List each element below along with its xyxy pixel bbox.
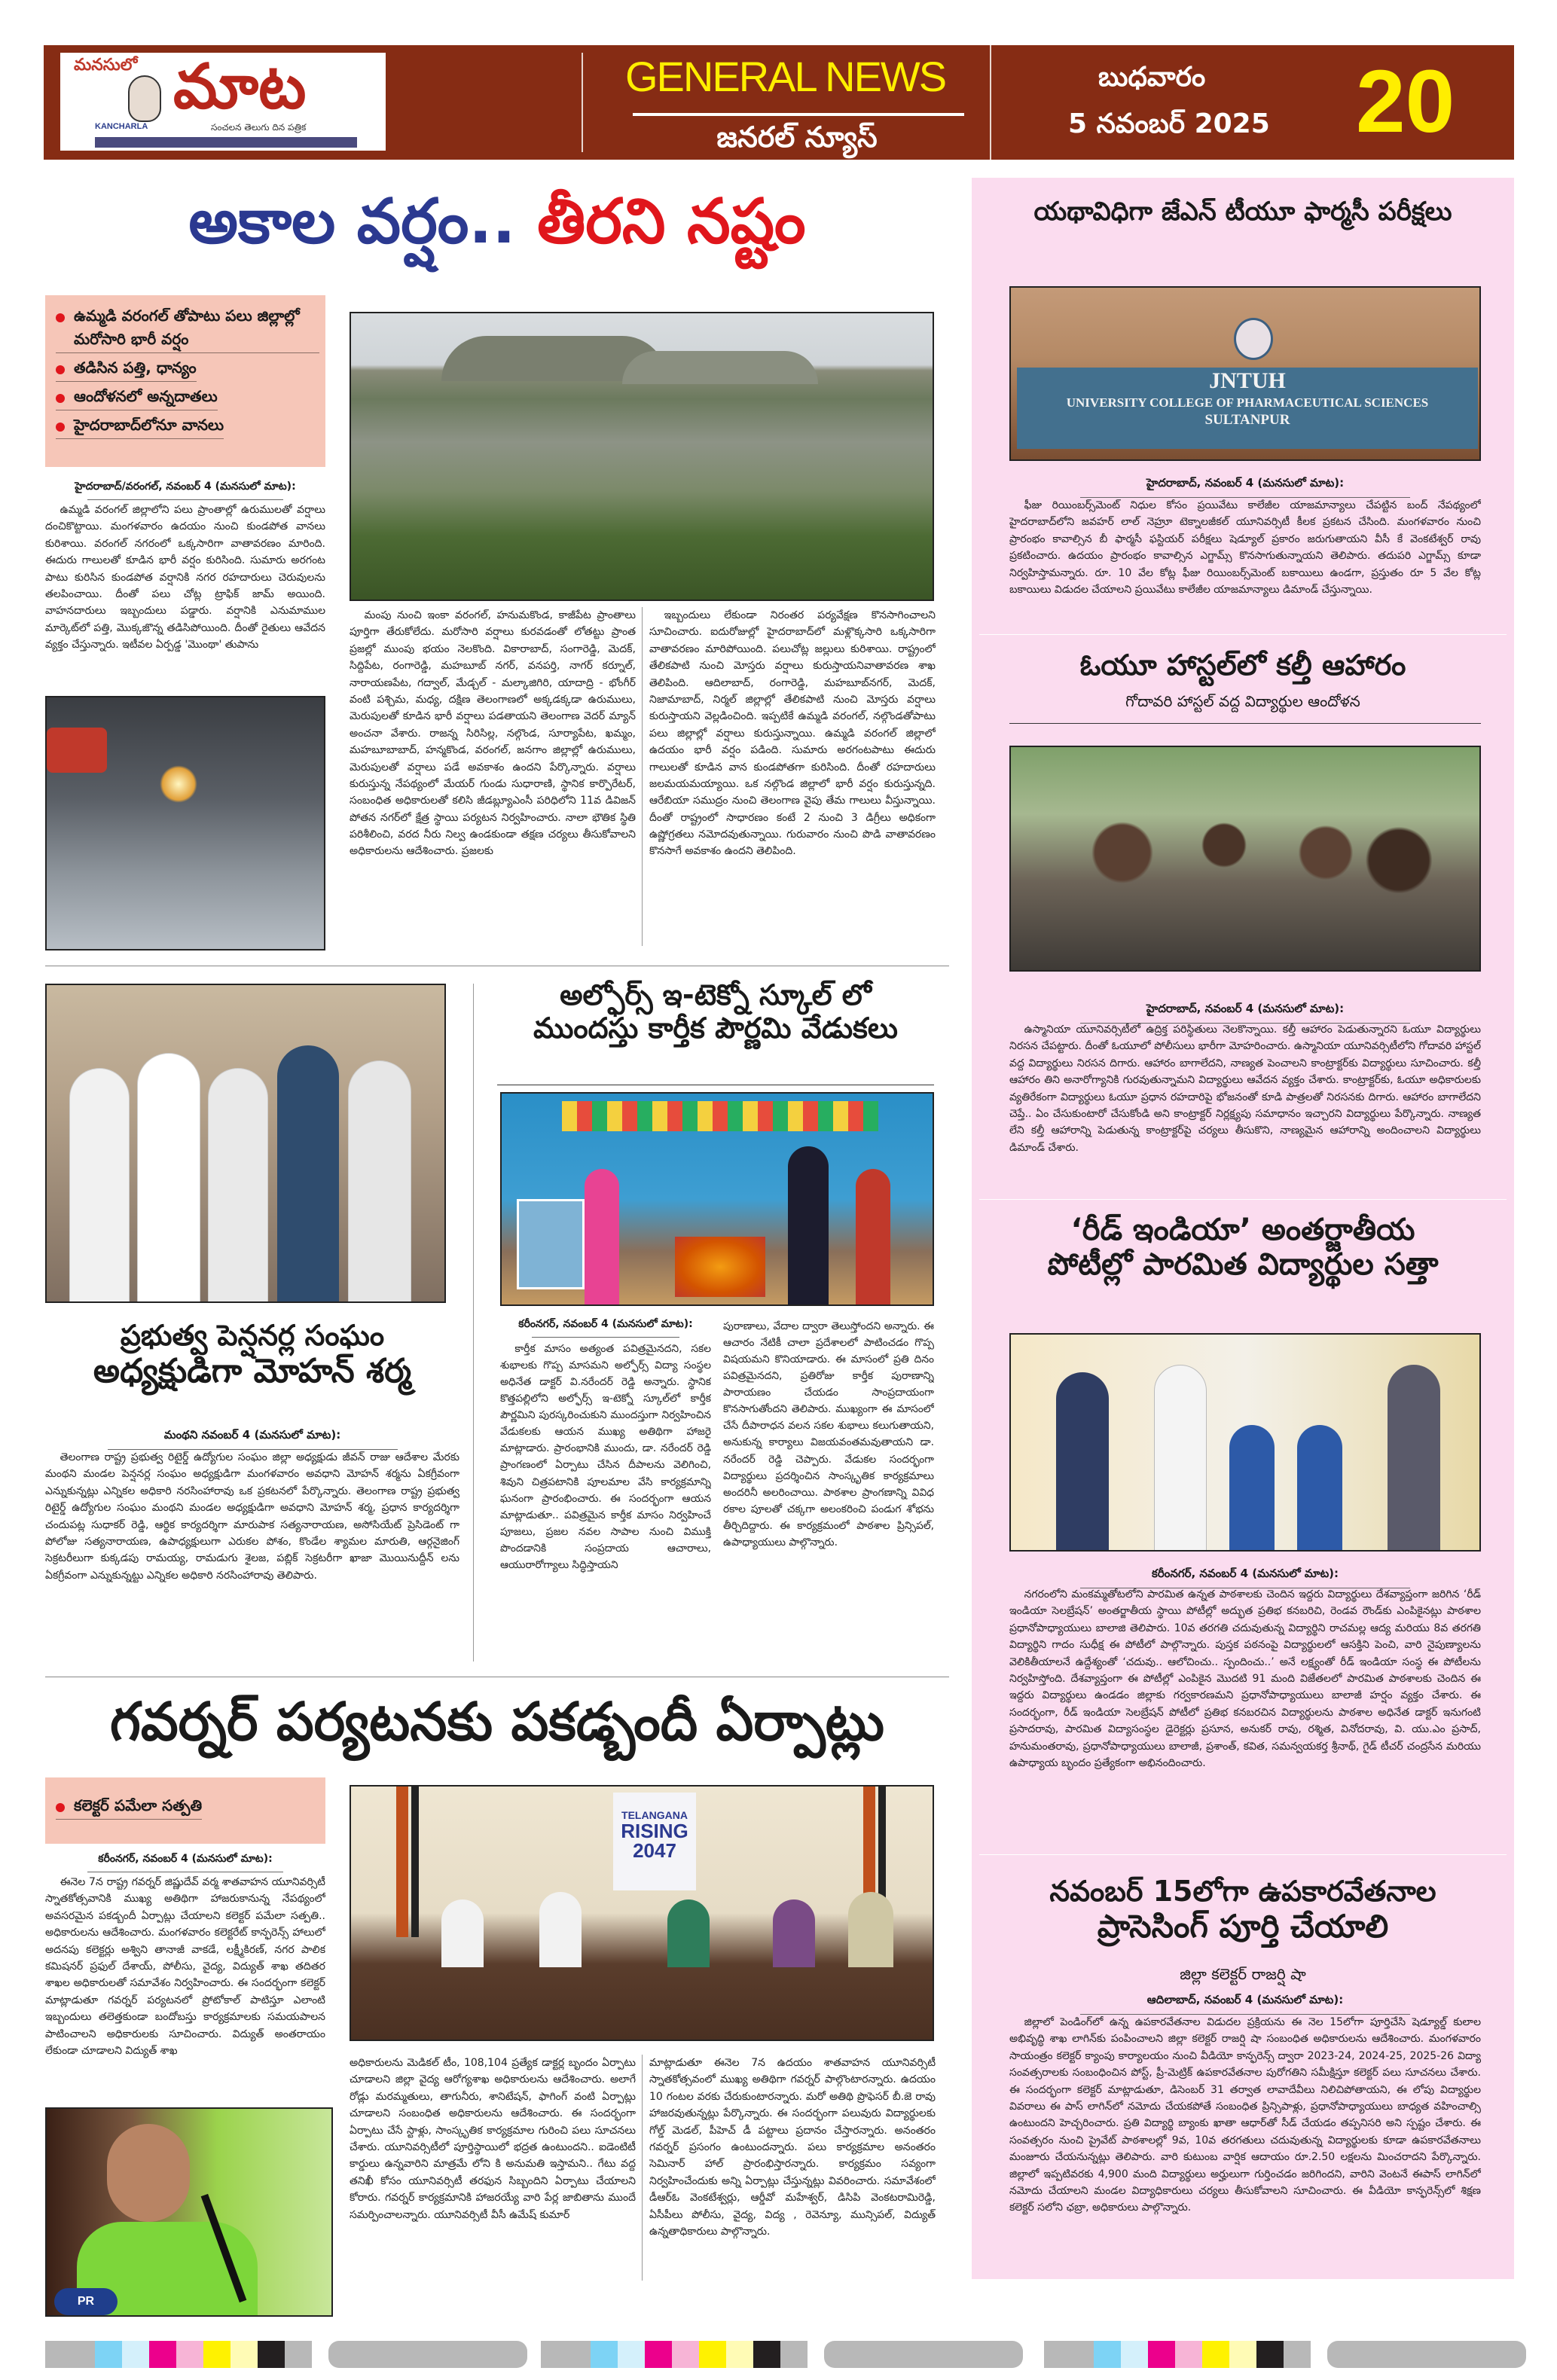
rain-headline-part1: అకాల వర్షం.. <box>188 186 516 258</box>
pensioners-headline-line1: ప్రభుత్వ పెన్షనర్ల సంఘం <box>120 1319 385 1352</box>
jntu-headline: యథావిధిగా జేఎన్ టీయూ ఫార్మసీ పరీక్షలు <box>1033 197 1452 227</box>
flooded-field-photo <box>350 312 934 601</box>
highlight-item <box>56 385 218 410</box>
rangoli <box>675 1237 765 1297</box>
bullet-icon <box>56 394 65 403</box>
official <box>848 1892 893 1967</box>
governor-body-col2: అధికారులను మెడికల్ టీం, 108,104 ప్రత్యేక డాక్టర్ల బృందం ఏర్పాటు చూడాలని జిల్లా వైద్య ఆరోగ్యశాఖ అధికారులను ఆదేశించారు. అలాగే రోడ్లు మరమ్మతులు, తాగునీరు, శానిటేషన్, ఫాగింగ్ వంటి ఏర్పాట్లు చూడాలని సంబంధిత అధికారులను ఆదేశించారు. ఈ సందర్భంగా ఏర్పాటు చేసే స్టాళ్లు, సాంస్కృతిక కార్యక్రమాల గురించి పలు సూచనలు చేశారు. యూనివర్సిటీలో పూర్తిస్థాయిలో భద్రత ఉంటుందని.. ఐడెంటిటీ కార్డులు ఉన్నవారిని మాత్రమే లోని కి అనుమతి ఇస్తామని.. గేటు వద్ద తనిఖీ కోసం యూనివర్సిటీ తరఫున సిబ్బందిని ఏర్పాటు చేయాలని కోరారు. గవర్నర్ కార్యక్రమానికి హాజరయ్యే వారి పేర్ల జాబితాను ముందే సమర్పించాలన్నారు. యూనివర్సిటీ వీసీ ఉమేష్ కుమార్ <box>350 2057 636 2221</box>
color-swatch <box>258 2341 285 2368</box>
official <box>441 1899 484 1967</box>
section-divider <box>979 634 1507 635</box>
car-shape <box>47 728 107 773</box>
pensioners-body: తెలంగాణ రాష్ట్ర ప్రభుత్వ రిటైర్డ్ ఉద్యోగుల సంఘం జిల్లా అధ్యక్షుడు జీవన్ రాజు ఆదేశాల మేరకు మంథని మండల పెన్షనర్ల సంఘం అధ్యక్షుడిగా మంగళవారం అవధాని మోహన్ శర్మను ఏకగ్రీవంగా ఎన్నుకున్నట్లు ఎన్నికల అధికారి నరసింహారావు ఒక ప్రకటనలో పేర్కొన్నారు. తెలంగాణ రాష్ట్ర ప్రభుత్వ రిటైర్డ్ ఉద్యోగుల సంఘం మంథని మండల అధ్యక్షుడిగా అవధాని మోహన్ శర్మ, ప్రధాన కార్యదర్శిగా చందుపట్ల సుధాకర్ రెడ్డి, ఆర్థిక కార్యదర్శిగా మారుపాక సత్యనారాయణ, అసోసియేట్ ప్రెసిడెంట్ గా పోలోజు సత్యనారాయణ, ఉపాధ్యక్షులుగా ఎరుకల పోశం, కొండేల శ్యామల మారుతి, ఆర్గనైజింగ్ సెక్రటరీలుగా కుక్కడపు రామయ్య, రామడుగు శైలజ, పబ్లిక్ సెక్రటరీగా ఖాజా మొయినుద్దీన్ లను ఏకగ్రీవంగా ఎన్నుకున్నట్టు ఎన్నికల అధికారి నరసింహారావు తెలిపారు. <box>45 1451 459 1582</box>
student <box>585 1169 619 1306</box>
color-swatch <box>726 2341 753 2368</box>
color-swatch <box>285 2341 312 2368</box>
jntu-body: ఫీజు రియింబర్స్‌మెంట్ నిధుల కోసం ప్రయివేటు కాలేజీల యాజమాన్యాలు చేపట్టిన బంద్ నేపథ్యంలో హైదరాబాద్‌లోని జవహర్ లాల్ నెహ్రూ టెక్నాలజీకల్ యూనివర్సిటీ కీలక ప్రకటన చేసింది. మంగళవారం నుంచి ప్రారంభం కావాల్సిన బీ ఫార్మసీ ఫస్టియర్ పరీక్షలు షెడ్యూల్ ప్రకారం జరుగుతాయని వీసీ కే వెంకటేశ్వర్ రావు ప్రకటించారు. ఉదయం ప్రారంభం కావాల్సిన ఎగ్జామ్స్ కొనసాగుతున్నాయని తెలిపారు. తదుపరి ఎగ్జామ్స్ కూడా నిర్వహిస్తామన్నారు. రూ. 10 వేల కోట్ల ఫీజు రియింబర్స్‌మెంట్ బకాయిలు ఉండగా, ప్రస్తుతం రూ 5 వేల కోట్ల బకాయిలు విడుదల చేయాలని ప్రయివేటు కాలేజీల యాజమాన్యాలు డిమాండ్ చేస్తున్నాయి. <box>1009 499 1481 596</box>
alphores-headline-line1: అల్ఫోర్స్ ఇ-టెక్నో స్కూల్ లో <box>560 978 872 1012</box>
bullet-icon <box>56 1803 65 1812</box>
collector-face <box>107 2124 190 2222</box>
student <box>1297 1425 1342 1552</box>
pensioners-headline <box>45 1320 459 1390</box>
person <box>69 1068 130 1303</box>
highlight-text: కలెక్టర్ పమేలా సత్పతి <box>74 1796 203 1814</box>
color-swatch <box>45 2341 95 2368</box>
college-signboard <box>1017 368 1478 449</box>
section-title-rule <box>633 113 964 116</box>
masthead <box>44 45 1514 160</box>
color-swatch <box>149 2341 176 2368</box>
governor-body-col3: మాట్లాడుతూ ఈనెల 7న ఉదయం శాతవాహన యూనివర్సిటీ స్నాతకోత్సవంలో ముఖ్య అతిథిగా గవర్నర్ పాల్గొంటారన్నారు. ఉదయం 10 గంటల వరకు చేరుకుంటారన్నారు. మరో అతిథి ప్రొఫెసర్ బీ.జె రావు హాజరవుతున్నట్లు పేర్కొన్నారు. ఈ సందర్భంగా పలువురు విద్యార్థులకు గోల్డ్ మెడల్, పీహెచ్ డీ పట్టాలు ప్రదానం చేస్తారన్నారు. అనంతరం గవర్నర్ ప్రసంగం ఉంటుందన్నారు. పలు కార్యక్రమాల అనంతరం సెమినార్ హాల్ ప్రారంభిస్తారన్నారు. కార్యక్రమం సవ్యంగా నిర్వహించేందుకు అన్ని ఏర్పాట్లు చేస్తున్నట్లు వివరించారు. సమావేశంలో డీఆర్ఓ వెంకటేశ్వర్లు, ఆర్డీవో మహేశ్వర్, డిసిపి వెంకటరామిరెడ్డి, ఏసీపీలు పోలీసు, వైద్య, విద్య , రెవెన్యూ, మున్సిపల్, విద్యుత్ ఉన్నతాధికారులు పాల్గొన్నారు. <box>649 2057 936 2238</box>
issue-day: బుధవారం <box>1098 62 1206 93</box>
color-swatch <box>1256 2341 1284 2368</box>
color-swatch <box>591 2341 618 2368</box>
banner-line-3: 2047 <box>633 1839 676 1862</box>
person <box>277 1045 339 1303</box>
person <box>348 1060 411 1303</box>
alphores-dateline: కరీంనగర్, నవంబర్ 4 (మనసులో మాట): <box>500 1318 711 1338</box>
readindia-headline <box>979 1213 1507 1282</box>
pensioners-group-photo <box>45 984 446 1303</box>
color-swatch <box>541 2341 591 2368</box>
readindia-dateline: కరీంనగర్, నవంబర్ 4 (మనసులో మాట): <box>1009 1567 1481 1588</box>
subhead-rule <box>1009 723 1481 724</box>
color-swatch <box>753 2341 780 2368</box>
color-swatch <box>645 2341 672 2368</box>
highlight-item <box>56 304 319 353</box>
newspaper-logo <box>60 50 386 151</box>
color-swatch <box>672 2341 699 2368</box>
ou-headline: ఓయూ హాస్టల్‌లో కల్తీ ఆహారం <box>1079 648 1406 682</box>
logo-brand: KANCHARLA <box>95 122 148 131</box>
logo-small-text: మనసులో <box>74 56 138 75</box>
scholarship-subhead: జిల్లా కలెక్టర్ రాజర్షి షా <box>1180 1965 1306 1983</box>
official <box>667 1899 710 1967</box>
person <box>1154 1365 1207 1552</box>
telangana-rising-banner <box>613 1793 696 1890</box>
scholarship-headline-line1: నవంబర్ 15లోగా ఉపకారవేతనాల <box>1049 1875 1436 1908</box>
person <box>137 1053 200 1303</box>
color-swatch <box>95 2341 122 2368</box>
rain-headline-part2: తీరని నష్టం <box>537 186 806 258</box>
ou-dateline: హైదరాబాద్, నవంబర్ 4 (మనసులో మాట): <box>1009 1002 1481 1024</box>
gray-pill-swatch <box>824 2341 1023 2368</box>
sign-line-3: SULTANPUR <box>1204 412 1290 429</box>
color-swatch <box>1202 2341 1229 2368</box>
section-divider <box>979 1199 1507 1200</box>
decor-flags <box>562 1101 878 1131</box>
color-swatch <box>1229 2341 1256 2368</box>
pillar <box>411 1787 419 1937</box>
highlight-item <box>56 413 224 439</box>
color-swatch <box>1175 2341 1202 2368</box>
scholarship-dateline: ఆదిలాబాద్, నవంబర్ 4 (మనసులో మాట): <box>1009 1993 1481 2015</box>
alphores-body-col2: పురాణాలు, వేదాల ద్వారా తెలుస్తోందని అన్నారు. ఈ ఆచారం నేటికీ చాలా ప్రదేశాలలో పాటించడం గొప్ప విషయమని కొనియాడారు. ఈ మాసంలో ప్రతి దినం పవిత్రమైనదని, ప్రతిరోజు కార్తీక పురాణాన్ని పారాయణం చేయడం సాంప్రదాయంగా కొనసాగుతోందని తెలిపారు. ముఖ్యంగా ఈ మాసంలో చేసే దీపారాధన వలన సకల శుభాలు కలుగుతాయని, అనుకున్న కార్యాలు విజయవంతమవుతాయని డా. నరేందర్ రెడ్డి చెప్పారు. వేడుకల సందర్భంగా విద్యార్థులు ప్రదర్శించిన సాంస్కృతిక కార్యక్రమాలు అందరినీ అలరించాయి. పాఠశాల ప్రాంగణాన్ని వివిధ రకాల పూలతో చక్కగా అలంకరించి పండుగ శోభను తీర్చిదిద్దారు. ఈ కార్యక్రమంలో పాఠశాల ప్రిన్సిపల్, ఉపాధ్యాయులు పాల్గొన్నారు. <box>723 1320 934 1549</box>
logo-tagline: సంచలన తెలుగు దిన పత్రిక <box>211 122 307 133</box>
highlight-text: తడిసిన పత్తి, ధాన్యం <box>74 359 197 377</box>
readindia-award-photo <box>1009 1333 1481 1552</box>
gray-pill-swatch <box>1327 2341 1526 2368</box>
sign-line-1: JNTUH <box>1209 368 1286 393</box>
highlight-text: ఉమ్మడి వరంగల్ తోపాటు పలు జిల్లాల్లో మరోసారి భారీ వర్షం <box>74 307 300 348</box>
masthead-divider <box>990 45 991 160</box>
gray-pill-swatch <box>328 2341 527 2368</box>
section-title-english: GENERAL NEWS <box>625 53 946 100</box>
color-swatch <box>780 2341 808 2368</box>
crowd <box>1041 807 1448 958</box>
color-bar-group <box>45 2341 312 2368</box>
readindia-body: నగరంలోని మంకమ్మతోటలోని పారమిత ఉన్నత పాఠశాలకు చెందిన ఇద్దరు విద్యార్థులు దేశవ్యాప్తంగా జరిగిన ‘రీడ్ ఇండియా సెలబ్రేషన్’ అంతర్జాతీయ స్థాయి పోటీల్లో అద్భుత ప్రతిభ కనబరిచి, రెండవ రౌండ్‌కు ఎంపికైనట్లు పాఠశాల ప్రధానోపాధ్యాయులు బాలాజి తెలిపారు. 10వ తరగతి చదువుతున్న విద్యార్థిని రాచమల్ల ఆద్య మరియు 8వ తరగతి విద్యార్థిని గాదం సుధీక్ష ఈ పోటీలో పాల్గొన్నారు. పుస్తక పఠనంపై విద్యార్థులలో ఆసక్తిని పెంచి, వారి నైపుణ్యాలను వెలికితీయాలనే ఉద్దేశ్యంతో ‘చదువు.. ఆలోచించు.. స్పందించు..’ అనే లక్ష్యంతో రీడ్ ఇండియా సంస్థ ఈ పోటీలను నిర్వహిస్తోంది. దేశవ్యాప్తంగా ఈ పోటీల్లో ఎంపికైన మొదటి 91 మంది విజేతలలో పారమిత పాఠశాలకు చెందిన ఈ ఇద్దరు విద్యార్థులు ఉండడం జిల్లాకు గర్వకారణమని ప్రధానోపాధ్యాయులు బాలాజీ హర్షం వ్యక్తం చేశారు. ఈ సందర్భంగా, రీడ్ ఇండియా సెలబ్రేషన్ పోటీలో ప్రతిభ కనబరచిన విద్యార్థులను పాఠశాల అధినేత డాక్టర్ ఇనుగంటి ప్రసాదరావు, పారమిత విద్యాసంస్థల డైరెక్టర్లు ప్రసూన, అనుకర్ రావు, రశ్మిత, వినోదరావు, వి. యు.ఎం ప్రసాద్, హనుమంతరావు, ప్రధానోపాధ్యాయులు బాలాజీ, ప్రశాంత్, కవిత, సమన్వయకర్త శ్రీనాథ్, గైడ్ టీచర్ చంద్రసేన మరియు ఉపాధ్యాయ బృందం ప్రత్యేకంగా అభినందించారు. <box>1009 1588 1481 1769</box>
alphores-body-col1: కార్తీక మాసం అత్యంత పవిత్రమైనదని, సకల శుభాలకు గొప్ప మాసమని అల్ఫోర్స్ విద్యా సంస్థల అధినేత డాక్టర్ వి.నరేందర్ రెడ్డి అన్నారు. స్థానిక కొత్తపల్లిలోని అల్ఫోర్స్ ఇ-టెక్నో స్కూల్‌లో కార్తీక పౌర్ణమిని పురస్కరించుకుని ముందస్తుగా నిర్వహించిన వేడుకలకు ఆయన ముఖ్య అతిథిగా హాజరై మాట్లాడారు. ప్రారంభానికి ముందు, డా. నరేందర్ రెడ్డి ప్రాంగణంలో ఏర్పాటు చేసిన దీపాలను వెలిగించి, శివుని చిత్రపటానికి పూలమాల వేసి కార్యక్రమాన్ని ఘనంగా ప్రారంభించారు. ఈ సందర్భంగా ఆయన మాట్లాడుతూ.. పవిత్రమైన కార్తీక మాసం నిర్వహించే పూజలు, ప్రజల నవల సాపాల నుంచి విముక్తి పొందడానికి సంప్రదాయ ఆచారాలు, ఆయురారోగ్యాలు సిద్ధిస్తాయని <box>500 1343 711 1571</box>
color-swatch <box>122 2341 149 2368</box>
color-swatch <box>1148 2341 1175 2368</box>
column-divider <box>473 984 474 1661</box>
bullet-icon <box>56 423 65 432</box>
jntu-building-photo <box>1009 286 1481 461</box>
ou-protest-photo <box>1009 746 1481 972</box>
readindia-headline-line2: పోటీల్లో పారమిత విద్యార్థుల సత్తా <box>1047 1247 1439 1282</box>
governor-highlight-box <box>45 1777 325 1844</box>
official <box>773 1899 815 1967</box>
column-divider <box>642 607 643 946</box>
motorbike-headlight <box>160 765 197 803</box>
person <box>1388 1365 1440 1552</box>
governor-body-col1: ఈనెల 7న రాష్ట్ర గవర్నర్ జిష్ణుదేవ్ వర్మ శాతవాహన యూనివర్సిటీ స్నాతకోత్సవానికి ముఖ్య అతిథిగా హాజరుకానున్న నేపథ్యంలో అవసరమైన పకడ్బందీ ఏర్పాట్లు చేయాలని కలెక్టర్ పమేలా సత్పతి.. అధికారులను ఆదేశించారు. మంగళవారం కలెక్టరేట్ కాన్ఫరెన్స్ హాలులో అదనపు కలెక్టర్లు అశ్విని తానాజీ వాకడే, లక్ష్మీకిరణ్, నగర పాలిక కమిషనర్ ప్రఫుల్ దేశాయ్, పోలీసు, వైద్య, విద్యుత్ శాఖ తదితర శాఖల అధికారులతో సమావేశం నిర్వహించారు. ఈ సందర్భంగా కలెక్టర్ మాట్లాడుతూ గవర్నర్ పర్యటనలో ప్రోటోకాల్ పాటిస్తూ ఎలాంటి ఇబ్బందులు తలెత్తకుండా బందోబస్తు కార్యక్రమాలకు సమయపాలన పాటించాలని అధికారులకు సూచించారు. విద్యుత్ అంతరాయం లేకుండా చూడాలని విద్యుత్ శాఖ <box>45 1876 325 2057</box>
color-swatch <box>1121 2341 1148 2368</box>
rain-headline <box>45 188 949 256</box>
person <box>208 1068 268 1303</box>
color-swatch <box>699 2341 726 2368</box>
logo-portrait-icon <box>128 75 161 122</box>
color-swatch <box>618 2341 645 2368</box>
ou-body: ఉస్మానియా యూనివర్సిటీలో ఉద్రిక్త పరిస్థితులు నెలకొన్నాయి. కల్తీ ఆహారం పెడుతున్నారని ఓయూ విద్యార్థులు నిరసన చేపట్టారు. దీంతో ఓయూలో పోలీసులు భారీగా మోహరించారు. ఉస్మానియా యూనివర్సిటీలోని గోదావరి హాస్టల్ వద్ద విద్యార్థులు నిరసన దిగారు. ఆహారం బాగాలేదని, నాణ్యత పెంచాలని కాంట్రాక్టర్‌కు విద్యార్థులు సూచించారు. కల్తీ ఆహారం తిని అనారోగ్యానికి గురవుతున్నామని విద్యార్థులు ఆవేదన వ్యక్తం చేశారు. కాంట్రాక్టర్‌కు, ఓయూ అధికారులకు వ్యతిరేకంగా విద్యార్థులు ఓయూ ప్రధాన రహదారిపై భోజనంతో కూడి పాత్రలతో నిరసనకు దిగారు. ఆహారం బాగాలేదని చెప్తే.. ఏం చేసుకుంటారో చేసుకోండి అని కాంట్రాక్టర్ నిర్లక్ష్యపు సమాధానం ఇచ్చారని విద్యార్థులు పేర్కొన్నారు. నాణ్యత లేని కల్తీ ఆహారాన్ని పెడుతున్న కాంట్రాక్టర్‌పై చర్యలు తీసుకొని, నాణ్యమైన ఆహారాన్ని అందించాలని విద్యార్థులు డిమాండ్ చేశారు. <box>1009 1024 1481 1154</box>
section-title-telugu: జనరల్ న్యూస్ <box>716 121 878 154</box>
painting <box>517 1199 585 1289</box>
highlight-item <box>56 1794 202 1820</box>
college-emblem-icon <box>1234 318 1273 360</box>
scholarship-headline-line2: ప్రాసెసింగ్ పూర్తి చేయాలి <box>1097 1907 1389 1945</box>
alphores-headline <box>482 979 949 1045</box>
governor-meeting-photo <box>350 1785 934 2041</box>
pensioners-dateline: మంథని నవంబర్ 4 (మనసులో మాట): <box>45 1428 459 1450</box>
rain-body-col3: ఇబ్బందులు లేకుండా నిరంతర పర్యవేక్షణ కొనసాగించాలని సూచించారు. ఐదురోజుల్లో హైదరాబాద్‌లో మళ్లొక్కసారి ఒక్కసారిగా వాతావరణం మారిపోయింది. పలుచోట్ల జల్లులు కురిశాయి. రాష్ట్రంలో తేలికపాటి నుంచి మోస్తరు వర్షాలు కురుస్తాయనివాతావరణ శాఖ తెలిపింది. ఆదిలాబాద్, రంగారెడ్డి, మహబూబ్‌నగర్, మెదక్, నిజామాబాద్, నిర్మల్ జిల్లాల్లో తేలికపాటి నుంచి మోస్తరు వర్షాలు కురుస్తాయని వెల్లడించింది. ఇప్పటికే ఉమ్మడి వరంగల్, నల్గొండతోపాటు పలు జిల్లాల్లో వర్షాలు కురుస్తున్నాయి. ఉమ్మడి వరంగల్ జిల్లాలో ఉదయం భారీ వర్షం పడింది. సుమారు అరగంటపాటు ఈదురు గాలులతో కూడిన వాన కుండపోతగా కురిసింది. దీంతో రహదారులు జలమయమయ్యాయి. ఒక నల్గొండ జిల్లాలో భారీ వర్షం కురుస్తున్నది. ఆరేబియా సముద్రం నుంచి తెలంగాణ వైపు తేమ గాలులు వీస్తున్నాయి. దీంతో రాష్ట్రంలో సాధారణం కంటే 2 నుంచి 3 డిగ్రీలు అధికంగా ఉష్ణోగ్రతలు నమోదవుతున్నాయి. గురువారం నుంచి పొడి వాతావరణం కొనసాగే అవకాశం ఉందని తెలిపింది. <box>649 609 936 858</box>
alphores-celebration-photo <box>500 1092 934 1306</box>
banner-line-2: RISING <box>621 1820 688 1842</box>
section-divider <box>979 1854 1507 1855</box>
student <box>1229 1425 1275 1552</box>
sign-line-2: UNIVERSITY COLLEGE OF PHARMACEUTICAL SCIENCES <box>1066 395 1429 410</box>
governor-dateline: కరీంనగర్, నవంబర్ 4 (మనసులో మాట): <box>45 1853 325 1872</box>
bullet-icon <box>56 365 65 374</box>
rain-street-photo <box>45 696 325 950</box>
color-bar-group <box>1044 2341 1311 2368</box>
readindia-headline-line1: ‘రీడ్ ఇండియా’ అంతర్జాతీయ <box>1070 1213 1415 1247</box>
rain-body-col1: ఉమ్మడి వరంగల్ జిల్లాలోని పలు ప్రాంతాల్లో ఉరుములతో వర్షాలు దంచికొట్టాయి. మంగళవారం ఉదయం నుంచి కుండపోత వానలు కురిశాయి. వరంగల్ నగరంలో ఒక్కసారిగా వాతావరణం మారింది. ఈదురు గాలులతో కూడిన భారీ వర్షం కురిసింది. సుమారు అరగంట పాటు కురిసిన కుండపోత వర్షానికి నగర రహదారులు చెరువులను తలపించాయి. దీంతో పలు చోట్ల ట్రాఫిక్ జామ్ అయింది. వాహనదారులు ఇబ్బందులు పడ్డారు. వర్షానికి ఎనుమాముల మార్కెట్‌లో పత్తి, మొక్కజొన్న తడిసిపోయింది. దీంతో రైతులు ఆవేదన వ్యక్తం చేస్తున్నారు. ఇటీవల ఏర్పడ్డ 'మొంథా' తుపాను <box>45 504 325 651</box>
bullet-icon <box>56 313 65 322</box>
pillar <box>396 1787 408 1937</box>
color-swatch <box>1094 2341 1121 2368</box>
governor-headline: గవర్నర్ పర్యటనకు పకడ్బందీ ఏర్పాట్లు <box>110 1691 884 1753</box>
color-swatch <box>176 2341 203 2368</box>
color-swatch <box>1044 2341 1094 2368</box>
color-swatch <box>230 2341 258 2368</box>
highlight-item <box>56 356 197 382</box>
alphores-headline-line2: ముందస్తు కార్తీక పౌర్ణమి వేడుకలు <box>533 1011 898 1045</box>
scholarship-headline <box>979 1875 1507 1945</box>
page-number: 20 <box>1356 52 1455 151</box>
rain-highlights-box <box>45 295 325 467</box>
rain-body-col2: మంపు నుంచి ఇంకా వరంగల్, హనుమకొండ, కాజీపేట ప్రాంతాలు పూర్తిగా తేరుకోలేదు. మరోసారి వర్షాలు కురవడంతో లోతట్టు ప్రాంత ప్రజల్లో ముంపు భయం నెలకొంది. వికారాబాద్, సంగారెడ్డి, మెదక్, సిద్దిపేట, రంగారెడ్డి, మహబూబ్ నగర్, వనపర్తి, నాగర్ కర్నూల్, నారాయణపేట, గద్వాల్, మేడ్చల్ - మల్కాజిగిరి, యాదాద్రి - భోంగీర్ వంటి పశ్చిమ, మధ్య, దక్షిణ తెలంగాణలో అక్కడక్కడా ఉరుములు, మెరుపులతో కూడిన భారీ వర్షాలు పడతాయని తెలంగాణ వెదర్ మ్యాన్ అంచనా వేశారు. రాజన్న సిరిసిల్ల, నల్గొండ, సూర్యాపేట, ఖమ్మం, మహబూబాబాద్, హన్మకొండ, వరంగల్, జనగాం జిల్లాల్లో ఉరుములు, మెరుపులతో వర్షాలు పడే అవకాశం ఉందని పేర్కొన్నారు. వర్షాలు కురుస్తున్న నేపథ్యంలో మేయర్ గుండు సుధారాణి, స్థానిక కార్పొరేటర్, సంబంధిత అధికారులతో కలిసి జీడబ్ల్యూఎంసీ పరిధిలోని 11వ డివిజన్ పోతన నగర్‌లో క్షేత్ర స్థాయి పర్యటన నిర్వహించారు. నాలా భౌతిక స్థితి పరిశీలించి, వరద నీరు నిల్వ ఉండకుండా తక్షణ చర్యలు తీసుకోవాలని అధికారులను ఆదేశించారు. ప్రజలకు <box>350 609 636 858</box>
collector-portrait-photo <box>45 2107 333 2317</box>
rain-dateline: హైదరాబాద్/వరంగల్, నవంబర్ 4 (మనసులో మాట): <box>45 481 325 500</box>
logo-bar <box>95 137 357 148</box>
color-bar-group <box>541 2341 808 2368</box>
student <box>856 1169 890 1306</box>
person <box>788 1146 829 1306</box>
masthead-divider <box>582 53 583 152</box>
highlight-text: ఆందోళనలో అన్నదాతలు <box>74 387 218 405</box>
color-swatch <box>203 2341 230 2368</box>
highlight-text: హైదరాబాద్‌లోనూ వానలు <box>74 416 224 434</box>
jntu-dateline: హైదరాబాద్, నవంబర్ 4 (మనసులో మాట): <box>1009 476 1481 498</box>
hills <box>622 351 818 384</box>
pr-badge: PR <box>54 2288 118 2315</box>
logo-title: మాట <box>173 50 307 123</box>
person <box>1056 1372 1109 1552</box>
pensioners-headline-line2: అధ్యక్షుడిగా మోహన్ శర్మ <box>93 1351 412 1390</box>
column-divider <box>642 2055 643 2281</box>
issue-date: 5 నవంబర్ 2025 <box>1068 108 1270 139</box>
scholarship-body: జిల్లాలో పెండింగ్‌లో ఉన్న ఉపకారవేతనాల విడుదల ప్రక్రియను ఈ నెల 15లోగా పూర్తిచేసి షెడ్యూల్డ్ కులాల అభివృద్ధి శాఖ లాగిన్‌కు పంపించాలని జిల్లా కలెక్టర్ రాజర్షి షా సంబంధిత అధికారులను ఆదేశించారు. మంగళవారం సాయంత్రం కలెక్టర్ క్యాంపు కార్యాలయం నుంచి వీడియో కాన్ఫరెన్స్ ద్వారా 2023-24, 2024-25, 2025-26 విద్యా సంవత్సరాలకు సంబంధించిన పోస్ట్, ప్రీ-మెట్రిక్ ఉపకారవేతనాల పురోగతిని సమీక్షిస్తూ కలెక్టర్ పలు సూచనలు చేశారు. ఈ సందర్భంగా కలెక్టర్ మాట్లాడుతూ, డిసెంబర్ 31 తర్వాత లావాదేవీలు నిలిచిపోతాయని, ఈ లోపు విద్యార్థుల వివరాలు ఈ పాస్ లాగిన్‌లో నమోదు చేయకపోతే సంబంధిత ప్రిన్సిపాళ్లు, ప్రధానోపాధ్యాయులు బాధ్యత వహించాల్సి ఉంటుందని హెచ్చరించారు. ప్రతి విద్యార్థి బ్యాంకు ఖాతా ఆధార్‌తో సీడ్ చేయడం తప్పనిసరి అని స్పష్టం చేశారు. ఈ సంవత్సరం నుంచి ప్రైవేట్ పాఠశాలల్లో 9వ, 10వ తరగతులు చదువుతున్న విద్యార్థులకు కూడా ఉపకారవేతనాలు మంజూరు చేయనున్నట్లు తెలిపారు. వారి కుటుంబ వార్షిక ఆదాయం రూ.2.50 లక్షలను మించరాదని పేర్కొన్నారు. జిల్లాలో ఇప్పటివరకు 4,900 మంది విద్యార్థులు అర్హులుగా గుర్తించడం జరిగిందని, వారిని వెంటనే ఈపాస్ లాగిన్‌లో నమోదు చేయాలని మండల విద్యాధికారులు చర్యలు తీసుకోవాలని సూచించారు. ఈ వీడియో కాన్ఫరెన్స్‌లో శిక్షణ కలెక్టర్ సలోని ఛబ్రా, అధికారులు పాల్గొన్నారు. <box>1009 2016 1481 2214</box>
banner-line-1: TELANGANA <box>621 1809 688 1821</box>
ou-subhead: గోదావరి హాస్టల్ వద్ద విద్యార్థుల ఆందోళన <box>1125 692 1360 710</box>
official <box>539 1892 582 1967</box>
color-swatch <box>1284 2341 1311 2368</box>
